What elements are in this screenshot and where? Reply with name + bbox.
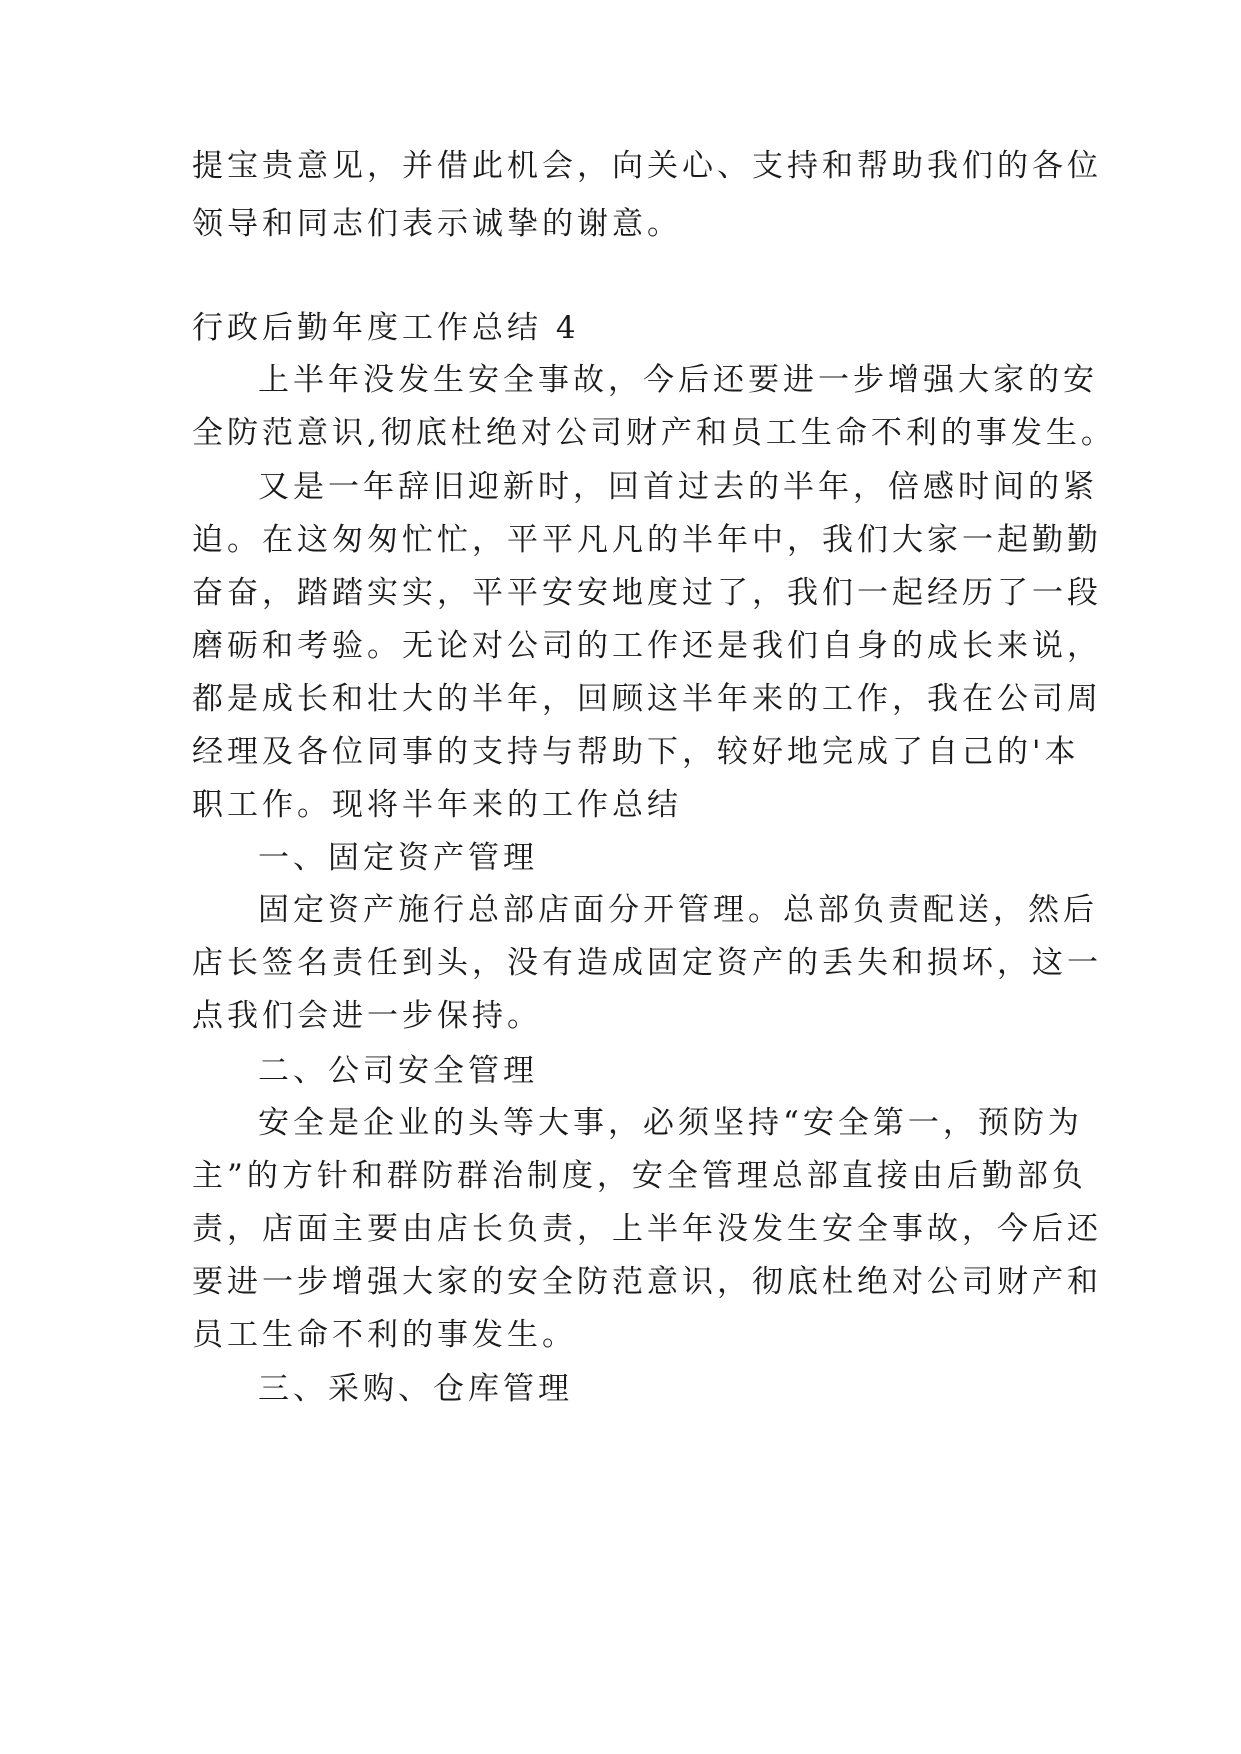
paragraph-line: 提宝贵意见，并借此机会，向关心、支持和帮助我们的各位 — [192, 148, 1102, 184]
paragraph-line: 奋奋，踏踏实实，平平安安地度过了，我们一起经历了一段 — [192, 575, 1102, 611]
paragraph-line: 要进一步增强大家的安全防范意识，彻底杜绝对公司财产和 — [192, 1264, 1102, 1300]
paragraph-line: 固定资产施行总部店面分开管理。总部负责配送，然后 — [258, 892, 1098, 928]
paragraph-line: 领导和同志们表示诚挚的谢意。 — [192, 206, 682, 242]
paragraph-line: 点我们会进一步保持。 — [192, 998, 542, 1034]
paragraph-line: 经理及各位同事的支持与帮助下，较好地完成了自己的'本 — [192, 734, 1080, 770]
paragraph-line: 主”的方针和群防群治制度，安全管理总部直接由后勤部负 — [192, 1158, 1087, 1194]
subsection-heading: 二、公司安全管理 — [258, 1053, 538, 1089]
section-title: 行政后勤年度工作总结 4 — [192, 310, 580, 346]
subsection-heading: 三、采购、仓库管理 — [258, 1371, 573, 1407]
paragraph-line: 安全是企业的头等大事，必须坚持“安全第一，预防为 — [258, 1105, 1083, 1141]
paragraph-line: 上半年没发生安全事故，今后还要进一步增强大家的安 — [258, 362, 1098, 398]
paragraph-line: 员工生命不利的事发生。 — [192, 1317, 577, 1353]
paragraph-line: 全防范意识,彻底杜绝对公司财产和员工生命不利的事发生。 — [192, 415, 1116, 451]
paragraph-line: 店长签名责任到头，没有造成固定资产的丢失和损坏，这一 — [192, 945, 1102, 981]
paragraph-line: 又是一年辞旧迎新时，回首过去的半年，倍感时间的紧 — [258, 469, 1098, 505]
paragraph-line: 磨砺和考验。无论对公司的工作还是我们自身的成长来说， — [192, 628, 1102, 664]
paragraph-line: 迫。在这匆匆忙忙，平平凡凡的半年中，我们大家一起勤勤 — [192, 522, 1102, 558]
paragraph-line: 职工作。现将半年来的工作总结 — [192, 787, 682, 823]
subsection-heading: 一、固定资产管理 — [258, 840, 538, 876]
paragraph-line: 责，店面主要由店长负责，上半年没发生安全事故，今后还 — [192, 1211, 1102, 1247]
paragraph-line: 都是成长和壮大的半年，回顾这半年来的工作，我在公司周 — [192, 681, 1102, 717]
